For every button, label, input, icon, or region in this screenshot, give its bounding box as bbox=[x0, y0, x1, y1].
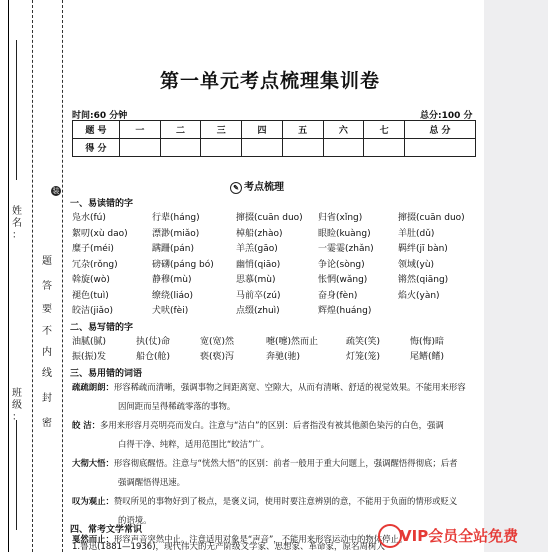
page-title: 第一单元考点梳理集训卷 bbox=[159, 70, 380, 92]
pinyin-item: 凫水(fú) bbox=[72, 213, 106, 223]
pinyin-item: 褪色(tuì) bbox=[72, 290, 109, 301]
correct-char-item: 奔驰(驰) bbox=[266, 352, 301, 362]
binding-dashed-line bbox=[32, 0, 33, 552]
pinyin-item: 羊羔(gāo) bbox=[236, 244, 278, 254]
seal-char: 题 bbox=[42, 256, 52, 267]
name-fill-line bbox=[16, 40, 17, 180]
pinyin-item: 撺掇(cuān duo) bbox=[398, 213, 465, 223]
pinyin-item: 归省(xǐng) bbox=[318, 213, 363, 223]
pinyin-item: 行辈(háng) bbox=[152, 213, 200, 223]
score-header-row bbox=[73, 121, 476, 139]
score-header-label: 题 号 bbox=[73, 121, 120, 139]
pinyin-item: 絮叨(xù dao) bbox=[72, 228, 128, 239]
pinyin-item: 静穆(mù) bbox=[152, 275, 192, 285]
seal-char: 密 bbox=[42, 418, 52, 429]
pinyin-item: 辉煌(huáng) bbox=[318, 306, 372, 316]
pinyin-item: 眼睑(kuàng) bbox=[318, 228, 371, 239]
section-heading bbox=[230, 178, 320, 194]
definition-term: 叹为观止： bbox=[72, 496, 114, 506]
correct-char-item: 宽(宽)然 bbox=[200, 337, 235, 347]
definition-term: 戛然而止： bbox=[72, 534, 114, 544]
correct-char-item: 嚏(嚏)然而止 bbox=[266, 337, 319, 347]
side-panel bbox=[484, 0, 548, 552]
pinyin-item: 斡旋(wò) bbox=[72, 275, 110, 285]
definition-text: 形容声音突然中止。注意适用对象是“声音”，不能用来形容运动中的物体停止。 bbox=[113, 534, 408, 544]
definition-term: 疏疏朗朗： bbox=[72, 382, 114, 392]
score-cell[interactable] bbox=[364, 139, 405, 157]
pinyin-item: 焰火(yàn) bbox=[398, 290, 440, 301]
binding-edge-line bbox=[8, 0, 9, 552]
definition-line bbox=[72, 435, 478, 454]
seal-char: 不 bbox=[42, 326, 52, 337]
pinyin-item: 点缀(zhuì) bbox=[236, 306, 280, 316]
score-header-cell: 一 bbox=[120, 121, 161, 139]
correct-char-item: 亵(亵)泻 bbox=[200, 352, 235, 362]
pinyin-item: 奋身(fèn) bbox=[318, 290, 358, 301]
pinyin-item: 撺掇(cuān duo) bbox=[236, 213, 303, 223]
correct-char-item: 油腻(腻) bbox=[72, 337, 107, 347]
pinyin-item: 缭绕(liáo) bbox=[152, 290, 194, 301]
correct-char-item: 尾鳍(鳍) bbox=[410, 352, 445, 362]
definition-text: 强调醒悟得迅速。 bbox=[118, 477, 185, 487]
binding-circle-mark: 装 bbox=[52, 187, 60, 195]
total-score-label: 总分:100 分 bbox=[420, 111, 473, 121]
definition-line bbox=[72, 454, 478, 473]
pinyin-item: 思慕(mù) bbox=[236, 275, 276, 285]
pinyin-item: 幽悄(qiāo) bbox=[236, 259, 281, 270]
name-label: 姓 名 ： bbox=[12, 206, 22, 241]
seal-char: 答 bbox=[42, 281, 52, 292]
pinyin-item: 皎洁(jiǎo) bbox=[72, 306, 114, 316]
definition-term: 大彻大悟： bbox=[72, 458, 114, 468]
correct-char-item: 灯笼(笼) bbox=[346, 352, 381, 362]
pen-icon: ✎ bbox=[230, 182, 242, 194]
score-cell[interactable] bbox=[405, 139, 476, 157]
definition-line bbox=[72, 473, 478, 492]
vip-text[interactable]: VIP会员全站免费 bbox=[400, 527, 519, 545]
pinyin-item: 羊肚(dǔ) bbox=[398, 228, 435, 239]
correct-char-item: 船仓(舱) bbox=[136, 352, 171, 362]
section-easy-misuse: 三、易用错的词语 bbox=[70, 369, 143, 379]
pinyin-item: 漂渺(miǎo) bbox=[152, 228, 200, 239]
score-value-row bbox=[73, 139, 476, 157]
section-easy-write: 二、易写错的字 bbox=[70, 323, 134, 333]
score-header-cell: 三 bbox=[201, 121, 242, 139]
definition-text: 形容彻底醒悟。注意与“恍然大悟”的区别：前者一般用于重大问题上，强调醒悟得彻底；后者 bbox=[113, 458, 458, 468]
definition-text: 多用来形容月亮明亮而发白。注意与“洁白”的区别：后者指没有被其他颜色染污的白色，强调 bbox=[100, 420, 444, 430]
pinyin-item: 怅惘(wǎng) bbox=[318, 275, 368, 285]
seal-char: 要 bbox=[42, 304, 52, 315]
pinyin-item: 马前卒(zú) bbox=[236, 290, 281, 301]
definition-text: 的语境。 bbox=[118, 515, 152, 525]
correct-char-item: 悔(悔)暗 bbox=[410, 337, 445, 347]
section-literature: 四、常考文学常识 bbox=[70, 525, 143, 535]
score-cell[interactable] bbox=[282, 139, 323, 157]
section-heading-text: 考点梳理 bbox=[244, 182, 284, 193]
definition-term: 皎 洁： bbox=[72, 420, 101, 430]
score-row-label: 得 分 bbox=[73, 139, 120, 157]
footer-line: 1.鲁迅(1881—1936)，现代伟大的无产阶级文学家、思想家、革命家，原名周树人 bbox=[72, 542, 386, 552]
definition-line bbox=[72, 397, 478, 416]
seal-char: 线 bbox=[42, 368, 52, 379]
pinyin-item: 锵然(qiāng) bbox=[398, 275, 449, 285]
score-cell[interactable] bbox=[242, 139, 283, 157]
pinyin-item: 犬吠(fèi) bbox=[152, 306, 189, 316]
pinyin-item: 糜子(méi) bbox=[72, 244, 114, 254]
definition-text: 因间距而呈得稀疏零落的事物。 bbox=[118, 401, 236, 411]
pinyin-item: 冗杂(rǒng) bbox=[72, 259, 118, 270]
definition-text: 白得干净、纯粹，适用范围比“皎洁”广。 bbox=[118, 439, 270, 449]
pinyin-item: 棹船(zhào) bbox=[236, 228, 283, 239]
score-cell[interactable] bbox=[160, 139, 201, 157]
score-cell[interactable] bbox=[120, 139, 161, 157]
pinyin-item: 蹒跚(pán) bbox=[152, 244, 194, 254]
score-header-cell: 二 bbox=[160, 121, 201, 139]
score-cell[interactable] bbox=[201, 139, 242, 157]
pinyin-item: 羁绊(jī bàn) bbox=[398, 244, 448, 254]
pinyin-item: 争论(sòng) bbox=[318, 259, 365, 270]
score-header-cell: 五 bbox=[282, 121, 323, 139]
correct-char-item: 疏笑(笑) bbox=[346, 337, 381, 347]
pinyin-item: 领域(yù) bbox=[398, 259, 435, 270]
class-label: 班 级 ： bbox=[12, 388, 22, 423]
definition-line bbox=[72, 492, 478, 511]
vip-logo-icon bbox=[378, 524, 402, 548]
definition-line bbox=[72, 416, 478, 435]
score-header-cell: 六 bbox=[323, 121, 364, 139]
score-cell[interactable] bbox=[323, 139, 364, 157]
binding-dashed-line-inner bbox=[62, 0, 63, 552]
pinyin-item: 一霎霎(zhǎn) bbox=[318, 244, 374, 254]
definition-text: 赞叹所见的事物好到了极点，是褒义词，使用时要注意辨别的意，不能用于负面的情形或贬义 bbox=[113, 496, 458, 506]
vip-banner[interactable] bbox=[378, 518, 548, 552]
correct-char-item: 振(振)发 bbox=[72, 352, 107, 362]
class-fill-line bbox=[16, 420, 17, 530]
time-label: 时间:60 分钟 bbox=[72, 111, 128, 121]
score-header-cell: 四 bbox=[242, 121, 283, 139]
correct-char-item: 执(仗)命 bbox=[136, 337, 171, 347]
score-header-cell: 七 bbox=[364, 121, 405, 139]
score-table bbox=[72, 120, 476, 157]
section-easy-read: 一、易读错的字 bbox=[70, 199, 134, 209]
pinyin-item: 磅礴(páng bó) bbox=[152, 259, 214, 270]
seal-char: 内 bbox=[42, 347, 52, 358]
definition-line bbox=[72, 378, 478, 397]
seal-char: 封 bbox=[42, 393, 52, 404]
definition-text: 形容稀疏而清晰，强调事物之间距离宽、空隙大，从而有清晰、舒适的视觉效果。不能用来形容 bbox=[113, 382, 466, 392]
score-header-cell: 总 分 bbox=[405, 121, 476, 139]
